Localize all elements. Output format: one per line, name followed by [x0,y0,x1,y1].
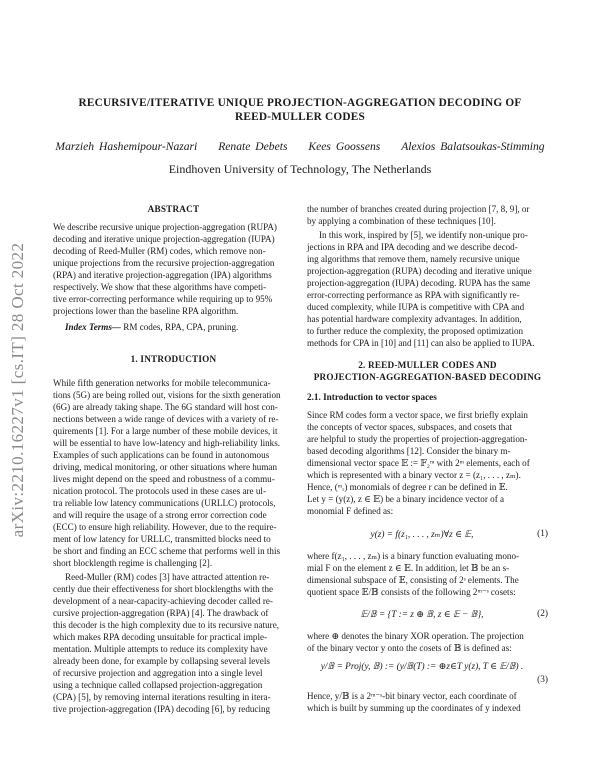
body-line: has potential hardware complexity advantages. In addition, [307,314,522,324]
body-line: quotient space 𝔼/𝔹 consists of the following 2ᵐ⁻ˢ cosets: [307,587,516,597]
intro-line: using a technique called collapsed projection-aggregation [53,680,263,690]
intro-line: (CPA) [5], by removing internal iterations resulting in itera- [53,692,271,702]
author-3: Kees Goossens [308,140,381,153]
body-line: based decoding algorithms [12]. Consider the binary m- [307,446,511,456]
body-line: error-correcting performance as RPA with significantly re- [307,290,520,300]
body-line: where ⊕ denotes the binary XOR operation. The projection [307,631,524,641]
body-line: monomial F defined as: [307,506,394,516]
body-line: the concepts of vector spaces, subspaces, and cosets that [307,422,513,432]
arxiv-identifier: arXiv:2210.16227v1 [cs.IT] 28 Oct 2022 [8,242,27,538]
body-line: are helpful to study the properties of projection-aggregation- [307,434,528,444]
equation-3-body: y/𝔹 = Proj(y, 𝔹) := (y/𝔹(T) := ⊕z∈T y(z), T ∈ 𝔼/𝔹) . [320,662,524,672]
section-2-heading-line-1: 2. REED-MULLER CODES AND [358,360,497,370]
author-list [0,140,600,153]
index-terms-text: RM codes, RPA, CPA, pruning. [121,322,239,332]
intro-line: development of a near-capacity-achieving decoder called re- [53,596,273,606]
abstract-line: decoding and iterative unique projection-aggregation (IUPA) [53,234,275,244]
equation-1-body: y(z) = f(z₁, . . . , zₘ)∀z ∈ 𝔼, [370,530,474,540]
author-2: Renate Debets [218,140,288,153]
equation-1-number: (1) [537,529,548,539]
body-line: Hence, (ᵐᵣ) monomials of degree r can be defined in 𝔼. [307,482,508,492]
abstract-line: unique projections from the recursive projection-aggregation [53,258,275,268]
abstract-line: decoding of Reed-Muller (RM) codes, which remove non- [53,246,266,256]
body-line: dimensional subspace of 𝔼, consisting of 2ˢ elements. The [307,575,519,585]
body-line: where f(z₁, . . . , zₘ) is a binary function evaluating mono- [307,551,520,561]
intro-line: which makes RPA decoding unsuitable for practical imple- [53,632,268,642]
subsection-heading: 2.1. Introduction to vector spaces [307,392,437,402]
body-line: methods for CPA in [10] and [11] can also be applied to IUPA. [307,338,535,348]
intro-line: be short and finding an ECC scheme that performs well in this [53,546,281,556]
intro-line: and will require the usage of a strong error correction code [53,510,267,520]
body-line: projection-aggregation (RUPA) decoding and iterative unique [307,266,532,276]
introduction-heading: 1. INTRODUCTION [130,354,217,364]
body-line: mial F on the element z ∈ 𝔼. In addition, let 𝔹 be an s- [307,563,510,573]
body-line: by applying a combination of these techniques [10]. [307,216,496,226]
equation-2-number: (2) [537,609,548,619]
body-line: In this work, inspired by [5], we identify non-unique pro- [319,230,528,240]
intro-line: cursive projection-aggregation (RPA) [4]. The drawback of [53,608,269,618]
intro-line: short blocklength regime is challenging [2]. [53,558,213,568]
body-line: of the binary vector y onto the cosets of 𝔹 is defined as: [307,643,512,653]
intro-line: driving, medical monitoring, or other situations where human [53,462,278,472]
affiliation: Eindhoven University of Technology, The Netherlands [168,162,432,176]
intro-line: nication protocol. The protocols used in these cases are ul- [53,486,266,496]
abstract-line: We describe recursive unique projection-aggregation (RUPA) [53,222,277,232]
abstract-line: projections lower than the baseline RPA algorithm. [53,306,239,316]
body-line: duced complexity, while IUPA is competitive with CPA and [307,302,525,312]
index-terms [65,322,238,333]
intro-line: Examples of such applications can be found in autonomous [53,450,270,460]
body-line: Since RM codes form a vector space, we first briefly explain [307,410,528,420]
body-line: the number of branches created during projection [7, 8, 9], or [307,204,530,214]
intro-line: tions (5G) are being rolled out, visions for the sixth generation [53,390,281,400]
section-2-heading-line-2: PROJECTION-AGGREGATION-BASED DECODING [313,372,542,382]
intro-line: quirements [1]. For a large number of these mobile devices, it [53,426,278,436]
body-line: projection-aggregation (IUPA) decoding. RUPA has the same [307,278,531,288]
abstract-line: (RPA) and iterative projection-aggregation (IPA) algorithms [53,270,272,280]
intro-line: cently due their effectiveness for short blocklengths with the [53,584,274,594]
body-line: Let y = (y(z), z ∈ 𝔼) be a binary incidence vector of a [307,494,505,504]
abstract-line: respectively. We show that these algorithms have competi- [53,282,267,292]
index-terms-label: Index Terms— [65,322,122,332]
body-line: which is built by summing up the coordinates of y indexed [307,703,521,713]
body-line: ing algorithms that remove them, namely recursive unique [307,254,520,264]
author-4: Alexios Balatsoukas-Stimming [401,140,545,153]
body-line: dimensional vector space 𝔼 := 𝔽₂ᵐ with 2ᵐ elements, each of [307,458,530,468]
intro-line: (ECC) to ensure high reliability. However, due to the require- [53,522,277,532]
intro-line: will be essential to have low-latency and high-reliability links. [53,438,281,448]
intro-line: ment of low latency for URLLC, transmitted blocks need to [53,534,271,544]
author-1: Marzieh Hashemipour-Nazari [55,140,198,153]
intro-line: of recursive projection and aggregation into a single level [53,668,263,678]
equation-3-number: (3) [537,675,548,685]
body-line: Hence, y/𝔹 is a 2ᵐ⁻ˢ-bit binary vector, each coordinate of [307,691,517,701]
intro-line: nections between a wide range of devices with a variety of re- [53,414,279,424]
intro-line: this decoder is the high complexity due to its recursive nature, [53,620,280,630]
abstract-line: tive error-correcting performance while requiring up to 95% [53,294,273,304]
intro-line: While fifth generation networks for mobile telecommunica- [53,378,271,388]
intro-line: tive projection-aggregation (IPA) decoding [6], by reducing [53,704,271,714]
equation-2-body: 𝔼/𝔹 = {T := z ⊕ 𝔹, z ∈ 𝔼 − 𝔹}, [360,610,484,620]
intro-line: lives might depend on the speed and robustness of a commu- [53,474,275,484]
body-line: to further reduce the complexity, the proposed optimization [307,326,524,336]
abstract-heading: ABSTRACT [147,204,200,214]
paper-title-line-1: RECURSIVE/ITERATIVE UNIQUE PROJECTION-AGGREGATION DECODING OF [78,97,522,109]
body-line: which is represented with a binary vector z = (z₁, . . . , zₘ). [307,470,521,480]
paper-title-line-2: REED-MULLER CODES [235,111,365,123]
intro-line: mentation. Multiple attempts to reduce its complexity have [53,644,268,654]
arxiv-watermark [3,190,33,590]
intro-line: tra reliable low latency communications (URLLC) protocols, [53,498,276,508]
intro-line: (6G) are already taking shape. The 6G standard will host con- [53,402,278,412]
body-line: jections in RPA and IPA decoding and we describe decod- [307,242,518,252]
intro-line: Reed-Muller (RM) codes [3] have attracted attention re- [65,572,270,582]
intro-line: already been done, for example by collapsing several levels [53,656,270,666]
